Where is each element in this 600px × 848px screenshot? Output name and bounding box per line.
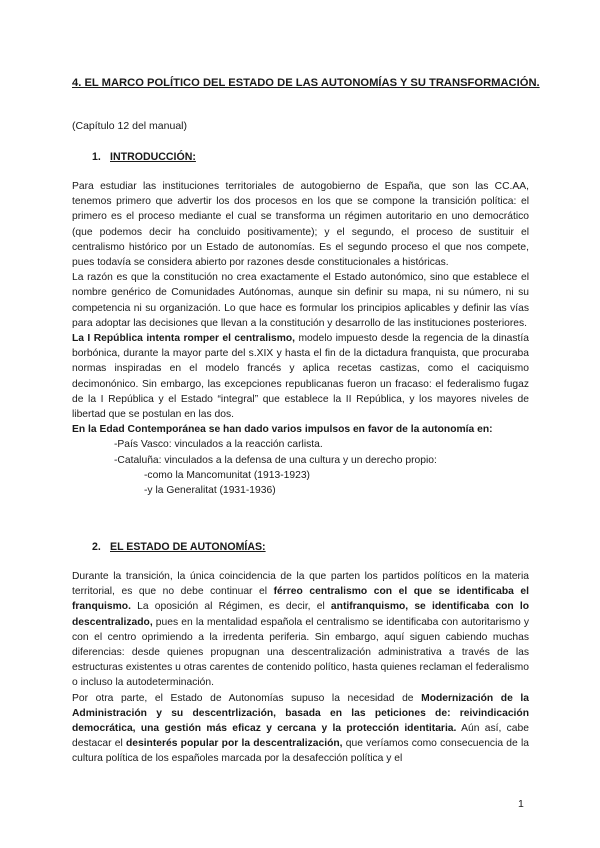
text: Durante la transición, la única coincidencia de la que parten los partidos políticos en la materia territorial, es que no debe continuar el bbox=[72, 571, 529, 598]
page-number: 1 bbox=[518, 798, 524, 810]
text: modelo impuesto desde la regencia de la dinastía borbónica, durante la mayor parte del s.XIX y hasta el fin de la dictadura franquista, que procuraba normas inspiradas en el modelo francés y aplica recetas castizas, como el caciquismo decimonónico. Sin embargo, las excepciones republicanas fueron un fracaso: el federalismo fugaz de la I República y el Estado “integral” que establece la II República, y los mayores niveles de libertad que se postulan en las dos. bbox=[72, 333, 529, 421]
bold-text: Modernización de la Administración y su descentrlización, basada en las peticiones de: reivindicación democrática, una gestión más eficaz y cercana y la protección identitaria. bbox=[72, 692, 529, 735]
paragraph bbox=[72, 569, 529, 691]
text: La oposición al Régimen, es decir, el bbox=[130, 601, 331, 613]
paragraph: La razón es que la constitución no crea exactamente el Estado autonómico, sino que establece el nombre genérico de Comunidades Autónomas, aunque sin definir su mapa, ni su número, ni su competencia ni su organización. Lo que hace es formular los principios aplicables y definir las vías para adoptar las decisiones que llevan a la constitución y desarrollo de las instituciones posteriores. bbox=[72, 272, 529, 329]
text: pues en la mentalidad española el centralismo se identificaba con autoritarismo y con el centro oprimiendo a la irredenta periferia. Sin embargo, aquí siguen cabiendo muchas diferencias: desde quienes propugnan una descentralización administrativa a través de las estructuras existentes u otras carentes de contenido político, hasta quienes reclaman el federalismo o incluso la autodeterminación. bbox=[72, 616, 529, 689]
paragraph bbox=[72, 331, 529, 422]
paragraph bbox=[72, 691, 529, 767]
section-2-title: EL ESTADO DE AUTONOMÍAS: bbox=[110, 541, 266, 553]
bold-text: desinterés popular por la descentralización, bbox=[125, 738, 343, 750]
list-item: -y la Generalitat (1931-1936) bbox=[144, 485, 276, 497]
text: Aún así, cabe destacar el bbox=[72, 723, 529, 750]
document-subtitle: (Capítulo 12 del manual) bbox=[72, 120, 187, 132]
bold-text: La I República intenta romper el centralismo, bbox=[72, 333, 296, 345]
text: que veríamos como consecuencia de la cultura política de los españoles marcada por la desafección política y el bbox=[72, 738, 529, 765]
section-2-heading bbox=[92, 541, 266, 553]
bold-text: antifranquismo, se identificaba con lo descentralizado, bbox=[72, 601, 529, 628]
section-1-number: 1. bbox=[92, 151, 101, 163]
document-title: 4. EL MARCO POLÍTICO DEL ESTADO DE LAS AUTONOMÍAS Y SU TRANSFORMACIÓN. bbox=[72, 77, 540, 89]
bold-text: En la Edad Contemporánea se han dado varios impulsos en favor de la autonomía en: bbox=[72, 424, 493, 436]
section-1-body bbox=[72, 179, 529, 498]
paragraph bbox=[72, 422, 529, 437]
section-2-number: 2. bbox=[92, 541, 101, 553]
list-item: -Cataluña: vinculados a la defensa de una cultura y un derecho propio: bbox=[114, 454, 437, 466]
list-item: -País Vasco: vinculados a la reacción carlista. bbox=[114, 439, 323, 451]
text: Por otra parte, el Estado de Autonomías supuso la necesidad de bbox=[72, 692, 422, 704]
paragraph: Para estudiar las instituciones territoriales de autogobierno de España, que son las CC.AA, tenemos primero que advertir los dos procesos en los que se compone la transición política: el primero es el proceso mediante el cual se transforma un régimen autoritario en uno democrático (que podemos decir ha concluido positivamente); y el segundo, el proceso de sustituir el centralismo histórico por un Estado de autonomías. Es el segundo proceso el que nos compete, pues todavía se considera abierto por razones desde constitucionales a históricas. bbox=[72, 181, 529, 269]
section-1-heading bbox=[92, 151, 196, 163]
list-item: -como la Mancomunitat (1913-1923) bbox=[144, 469, 310, 481]
bold-text: férreo centralismo con el que se identificaba el franquismo. bbox=[72, 586, 529, 613]
section-1-title: INTRODUCCIÓN: bbox=[110, 151, 196, 163]
section-2-body bbox=[72, 569, 529, 767]
